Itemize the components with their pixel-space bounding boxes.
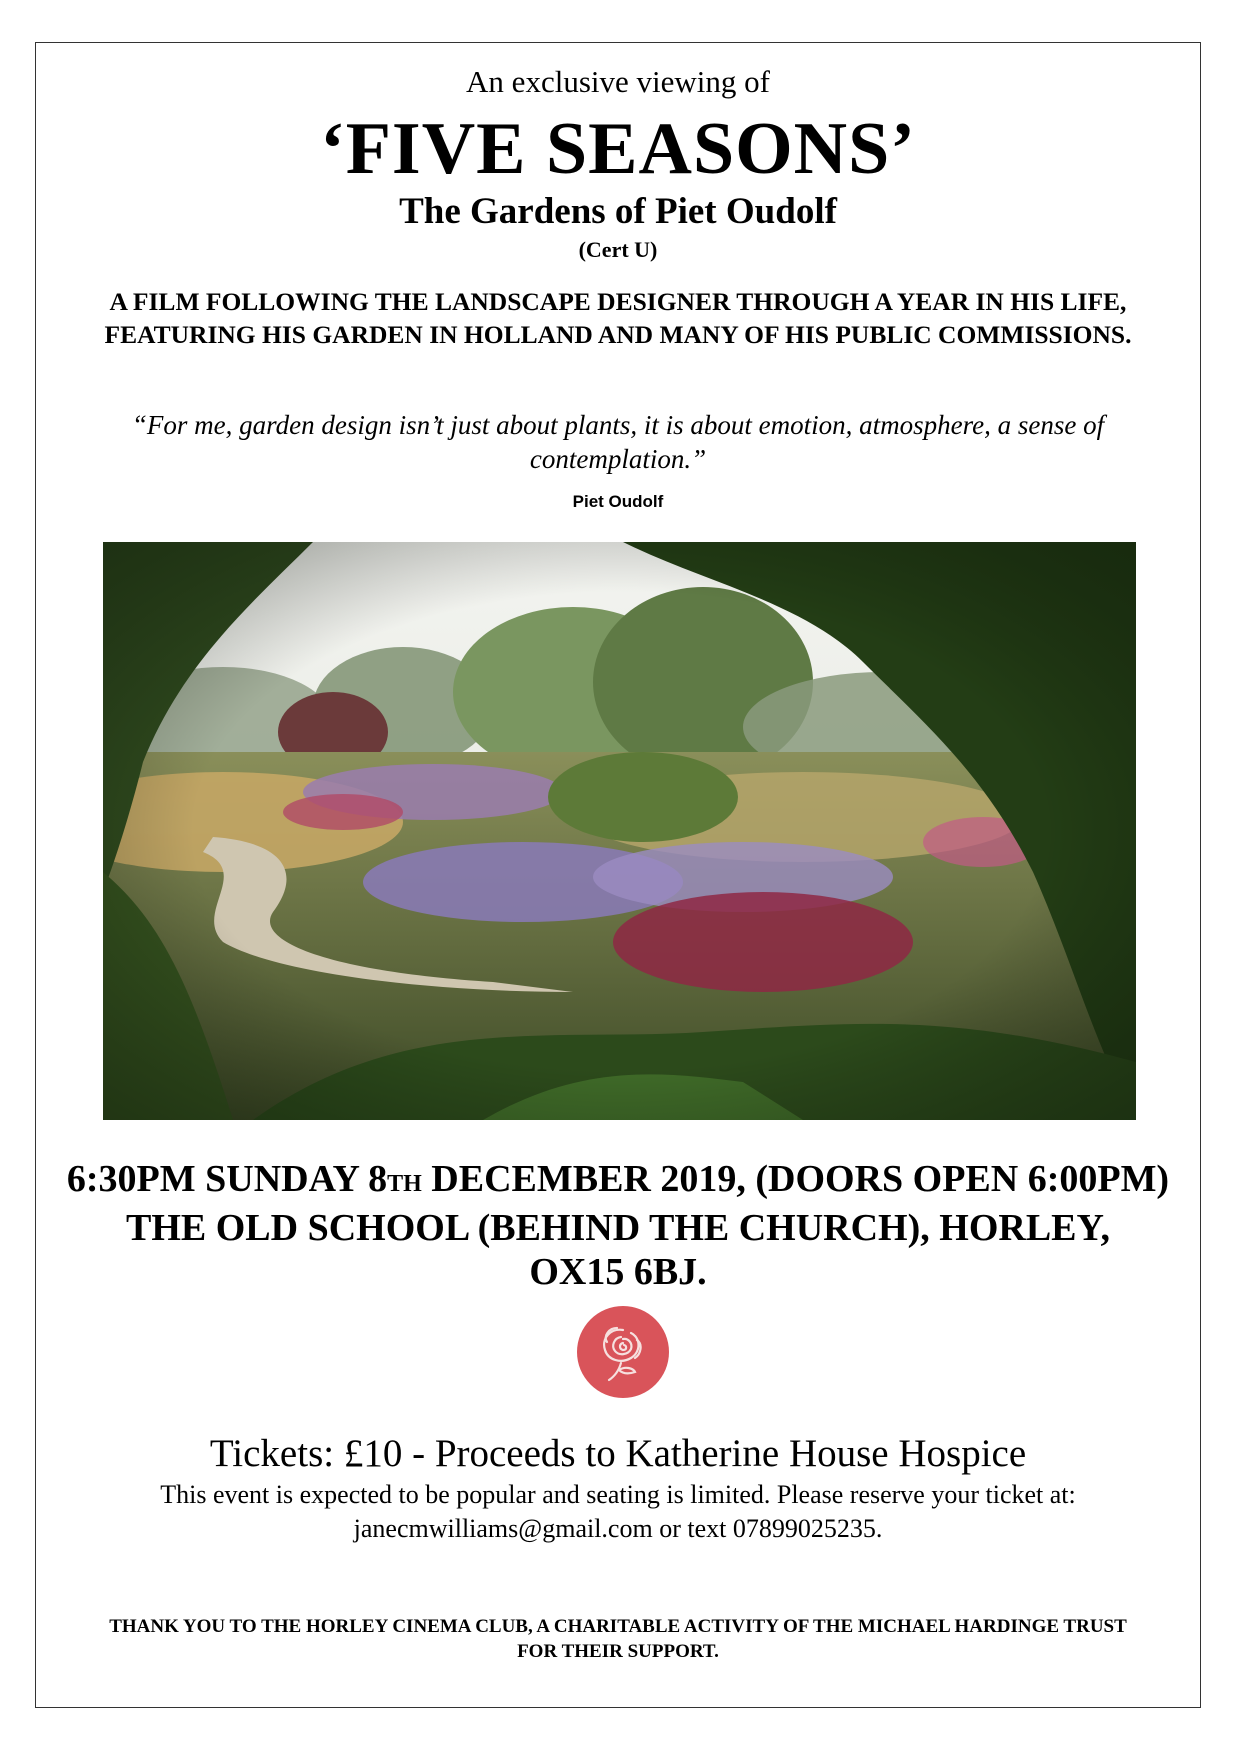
tickets-info: Tickets: £10 - Proceeds to Katherine House Hospice — [209, 1432, 1027, 1475]
thanks-line-2: FOR THEIR SUPPORT. — [517, 1641, 719, 1662]
event-time-day: 6:30PM SUNDAY 8 — [66, 1158, 388, 1200]
certificate-rating: (Cert U) — [578, 237, 658, 262]
garden-photo — [103, 542, 1136, 1120]
reservation-line-2: janecmwilliams@gmail.com or text 07899025235. — [353, 1514, 883, 1543]
film-subtitle: The Gardens of Piet Oudolf — [399, 191, 837, 232]
date-ordinal: TH — [387, 1171, 422, 1197]
reservation-info — [35, 1478, 1201, 1546]
reservation-line-1: This event is expected to be popular and seating is limited. Please reserve your ticket at: — [160, 1480, 1076, 1509]
event-date-line — [35, 1157, 1201, 1206]
film-description: A FILM FOLLOWING THE LANDSCAPE DESIGNER THROUGH A YEAR IN HIS LIFE, FEATURING HIS GARDEN IN HOLLAND AND MANY OF HIS PUBLIC COMMISSIONS. — [104, 287, 1132, 349]
film-title: ‘FIVE SEASONS’ — [320, 108, 916, 190]
quote-text: “For me, garden design isn’t just about plants, it is about emotion, atmosphere, a sense of contemplation.” — [131, 410, 1105, 474]
quote-author: Piet Oudolf — [572, 492, 664, 511]
intro-text: An exclusive viewing of — [466, 64, 770, 99]
thanks-line-1: THANK YOU TO THE HORLEY CINEMA CLUB, A CHARITABLE ACTIVITY OF THE MICHAEL HARDINGE TRUST — [109, 1616, 1127, 1637]
event-date-rest: DECEMBER 2019, (DOORS OPEN 6:00PM) — [421, 1158, 1170, 1200]
thanks-note — [35, 1614, 1201, 1664]
event-postcode: OX15 6BJ. — [529, 1251, 707, 1293]
event-details — [35, 1157, 1201, 1294]
event-venue: THE OLD SCHOOL (BEHIND THE CHURCH), HORLEY, — [126, 1207, 1110, 1249]
rose-icon — [577, 1306, 669, 1398]
